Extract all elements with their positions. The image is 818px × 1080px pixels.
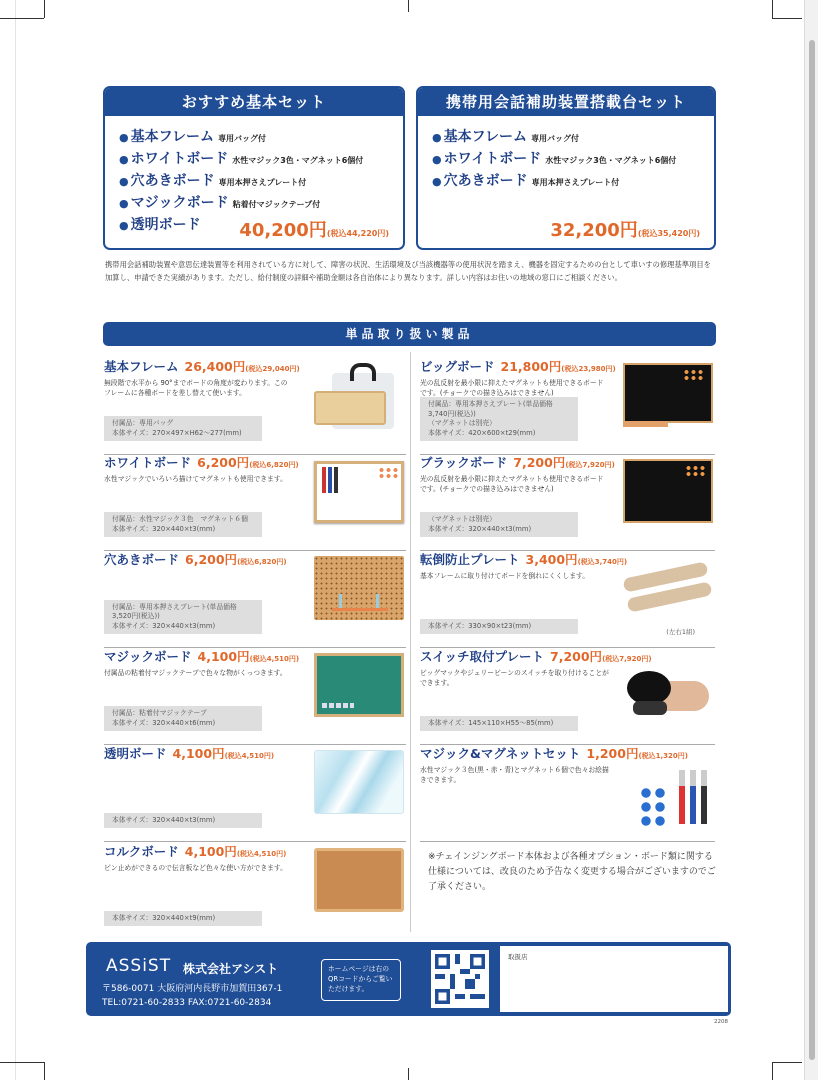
product-description: ピン止めができるので伝言板など色々な使い方ができます。: [104, 864, 287, 872]
product-title: [420, 744, 715, 762]
spec-line: 本体サイズ：320×440×t3(mm): [112, 815, 216, 824]
product-description: 水性マジック３色(黒・赤・青)とマグネット６個で色々お絵描きできます。: [420, 766, 609, 784]
product-description: 水性マジックでいろいろ描けてマグネットも使用できます。: [104, 475, 287, 483]
set-price: [550, 216, 700, 242]
product-title: [420, 647, 715, 665]
crop-mark: [0, 1062, 44, 1063]
product-card: [420, 744, 715, 838]
company-address: [102, 982, 282, 1010]
company-logo: ASSiST: [106, 956, 172, 976]
crop-mark: [772, 0, 773, 18]
product-card: [104, 647, 406, 741]
product-spec: [420, 619, 578, 635]
spec-line: 付属品：専用本押さえプレート(単品価格 3,740円(税込)): [428, 400, 553, 418]
price: 26,400円: [184, 359, 246, 374]
spec-line: 本体サイズ：420×600×t29(mm): [428, 428, 536, 437]
product-price: [185, 552, 287, 567]
product-name: 基本フレーム: [104, 359, 179, 374]
product-card: [420, 550, 715, 644]
spec-line: （マグネットは別売）: [428, 419, 496, 427]
product-price: [197, 455, 299, 470]
product-price: [526, 552, 628, 567]
product-spec: [104, 416, 262, 441]
spec-line: 付属品：専用本押さえプレート(単品価格 3,520円(税込)): [112, 602, 237, 620]
set-item: [432, 126, 714, 148]
price: 7,200円: [550, 649, 603, 664]
spec-line: 本体サイズ：330×90×t23(mm): [428, 621, 532, 630]
set-items: [418, 116, 714, 192]
homepage-note: ホームページは右のQRコードからご覧いただけます。: [321, 959, 401, 1001]
product-price: [501, 359, 616, 374]
set-item-name: ホワイトボード: [130, 151, 229, 167]
product-title: [104, 453, 406, 471]
price-tax: (税込1,320円): [638, 752, 688, 760]
spec-line: 本体サイズ：320×440×t3(mm): [112, 621, 216, 630]
product-title: [420, 357, 715, 375]
set-item-note: 専用バッグ付: [218, 134, 267, 143]
product-title: [104, 647, 406, 665]
product-title: [104, 357, 406, 375]
product-price: [185, 844, 287, 859]
product-description: 光の乱反射を最小限に抑えたマグネットも使用できるボードです。(チョークでの描き込みはできません): [420, 475, 604, 493]
price: 32,200円: [550, 220, 638, 241]
product-card: [420, 453, 715, 547]
bullet-icon: ●: [119, 197, 129, 210]
product-description: 光の乱反射を最小限に抑えたマグネットも使用できるボードです。(チョークでの描き込みはできません): [420, 379, 604, 397]
set-item-note: 専用本押さえプレート付: [531, 178, 620, 187]
set-item-name: 透明ボード: [130, 217, 201, 233]
product-name: ブラックボード: [420, 455, 508, 470]
spec-change-note: ※チェインジングボード本体および各種オプション・ボード類に関する仕様については、改良のため予告なく変更する場合がございますのでご了承ください。: [428, 852, 716, 892]
price: 6,200円: [197, 455, 250, 470]
price: 40,200円: [239, 220, 327, 241]
bullet-icon: ●: [432, 153, 442, 166]
product-name: ビッグボード: [420, 359, 495, 374]
product-title: [420, 453, 715, 471]
product-card: [104, 357, 406, 451]
product-name: スイッチ取付プレート: [420, 649, 545, 664]
spec-line: 本体サイズ：145×110×H55～85(mm): [428, 718, 554, 727]
phone-fax: TEL:0721-60-2833 FAX:0721-60-2834: [102, 998, 272, 1008]
price-tax: (税込7,920円): [602, 655, 652, 663]
crop-mark: [0, 18, 44, 19]
price: 1,200円: [586, 746, 639, 761]
dealer-box: [500, 946, 728, 1012]
product-price: [513, 455, 615, 470]
section-title: 単品取り扱い製品: [103, 322, 716, 346]
price: 4,100円: [172, 746, 225, 761]
spec-line: 付属品：粘着付マジックテープ: [112, 709, 207, 717]
product-spec: [104, 706, 262, 731]
set-box: [103, 86, 405, 250]
spec-line: 本体サイズ：320×440×t9(mm): [112, 913, 216, 922]
column-divider: [410, 352, 411, 932]
product-caption: (左右1組): [666, 628, 695, 636]
page-edge: [15, 0, 16, 1080]
set-title: 携帯用会話補助装置搭載台セット: [418, 88, 714, 116]
product-title: [420, 550, 715, 568]
spec-line: 本体サイズ：320×440×t3(mm): [112, 524, 216, 533]
price: 4,100円: [197, 649, 250, 664]
product-description: 付属品の粘着付マジックテープで色々な物がくっつきます。: [104, 669, 287, 677]
set-item: [119, 170, 403, 192]
price-tax: (税込23,980円): [561, 365, 616, 373]
product-card: [104, 842, 406, 936]
product-price: [550, 649, 652, 664]
crop-mark: [44, 0, 45, 18]
product-card: [420, 357, 715, 451]
crop-mark: [772, 18, 802, 19]
set-box: [416, 86, 716, 250]
set-price: [239, 216, 389, 242]
product-spec: [104, 512, 262, 537]
price-tax: (税込29,040円): [245, 365, 300, 373]
product-price: [185, 359, 300, 374]
set-item-name: 基本フレーム: [130, 129, 215, 145]
product-description: 無段階で水平から 90°までボードの角度が変わります。このフレームに各種ボードを差し替えて使います。: [104, 379, 288, 397]
crop-mark: [772, 1062, 802, 1063]
price: 4,100円: [184, 844, 237, 859]
spec-line: 付属品：専用バッグ: [112, 419, 174, 427]
set-item: [119, 192, 403, 214]
product-name: ホワイトボード: [104, 455, 192, 470]
qr-code[interactable]: [431, 950, 489, 1008]
set-item-note: 粘着付マジックテープ付: [232, 200, 321, 209]
set-item-name: 基本フレーム: [443, 129, 528, 145]
product-name: 転倒防止プレート: [420, 552, 520, 567]
price-tax: (税込35,420円): [637, 229, 700, 238]
spec-line: 本体サイズ：270×497×H62～277(mm): [112, 428, 242, 437]
set-item-name: マジックボード: [130, 195, 229, 211]
crop-mark: [408, 1068, 409, 1080]
dealer-label: 取扱店: [508, 953, 528, 961]
bullet-icon: ●: [432, 131, 442, 144]
product-title: [104, 842, 406, 860]
price-tax: (税込4,510円): [249, 655, 300, 663]
spec-line: 本体サイズ：320×440×t6(mm): [112, 718, 216, 727]
product-price: [586, 746, 688, 761]
product-name: マジックボード: [104, 649, 192, 664]
product-description: ビッグマックやジェリービーンのスイッチを取り付けることができます。: [420, 669, 609, 687]
product-spec: [420, 397, 578, 441]
bullet-icon: ●: [432, 175, 442, 188]
product-name: コルクボード: [104, 844, 179, 859]
price-tax: (税込6,820円): [237, 558, 287, 566]
product-card: [104, 550, 406, 644]
price-tax: (税込7,920円): [565, 461, 615, 469]
bullet-icon: ●: [119, 219, 129, 232]
product-card: [104, 744, 406, 838]
crop-mark: [44, 1062, 45, 1080]
product-description: 基本フレームに取り付けてボードを倒れにくくします。: [420, 572, 590, 580]
bullet-icon: ●: [119, 131, 129, 144]
price-tax: (税込4,510円): [236, 850, 287, 858]
product-price: [173, 746, 275, 761]
bullet-icon: ●: [119, 153, 129, 166]
crop-mark: [772, 1062, 773, 1080]
product-price: [198, 649, 300, 664]
footer: [86, 942, 731, 1016]
set-item-note: 水性マジック3色・マグネット6個付: [232, 156, 364, 165]
scrollbar-thumb[interactable]: [809, 40, 815, 1060]
set-item-name: 穴あきボード: [130, 173, 215, 189]
price: 6,200円: [185, 552, 238, 567]
print-code: 2208: [714, 1019, 728, 1025]
product-title: [104, 744, 406, 762]
spec-line: 付属品：水性マジック３色 マグネット６個: [112, 515, 248, 523]
product-name: マジック&マグネットセット: [420, 746, 581, 761]
company-name: 株式会社アシスト: [183, 962, 279, 976]
product-spec: [104, 911, 262, 927]
set-item: [119, 126, 403, 148]
product-spec: [420, 716, 578, 732]
price: 3,400円: [525, 552, 578, 567]
set-item-note: 専用本押さえプレート付: [218, 178, 307, 187]
product-name: 穴あきボード: [104, 552, 180, 567]
set-item: [432, 148, 714, 170]
price-tax: (税込44,220円): [326, 229, 389, 238]
price: 21,800円: [500, 359, 562, 374]
product-name: 透明ボード: [104, 746, 167, 761]
set-title: おすすめ基本セット: [105, 88, 403, 116]
price-tax: (税込3,740円): [577, 558, 628, 566]
product-spec: [104, 600, 262, 635]
spec-line: （マグネットは別売）: [428, 515, 496, 523]
product-card: [104, 453, 406, 547]
price: 7,200円: [513, 455, 566, 470]
markers-image: [623, 764, 713, 828]
set-item-name: ホワイトボード: [443, 151, 542, 167]
product-spec: [104, 813, 262, 829]
product-spec: [420, 512, 578, 537]
product-title: [104, 550, 406, 568]
set-item: [432, 170, 714, 192]
address: 〒586-0071 大阪府河内長野市加賀田367-1: [102, 984, 283, 994]
set-item-note: 水性マジック3色・マグネット6個付: [545, 156, 677, 165]
price-tax: (税込6,820円): [249, 461, 299, 469]
switch-image: [623, 667, 713, 731]
divider: [420, 841, 715, 842]
bullet-icon: ●: [119, 175, 129, 188]
set-item-note: 専用バッグ付: [531, 134, 580, 143]
price-tax: (税込4,510円): [224, 752, 275, 760]
spec-line: 本体サイズ：320×440×t3(mm): [428, 524, 532, 533]
crop-mark: [408, 0, 409, 12]
subsidy-note: 携帯用会話補助装置や意思伝達装置等を利用されている方に対して、障害の状況、生活環境及び当該機器等の使用状況を踏まえ、機器を固定するための台として車いすの修理基準項目を加算し、申請できた実績があります。ただし、給付制度の詳細や補助金額は各自治体により異なります。詳しい内容はお住いの地域の窓口にご相談ください。: [105, 260, 711, 282]
set-item: [119, 148, 403, 170]
scrollbar[interactable]: [804, 0, 818, 1080]
product-card: [420, 647, 715, 741]
set-item-name: 穴あきボード: [443, 173, 528, 189]
